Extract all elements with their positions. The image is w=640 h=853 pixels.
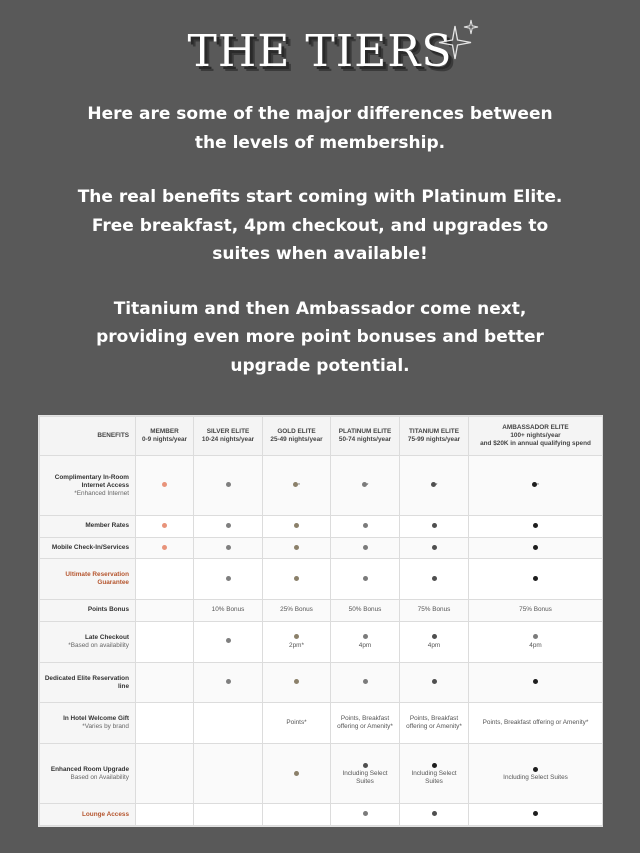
header-silver: SILVER ELITE 10-24 nights/year [194,417,263,456]
table-row [40,804,603,826]
dot-titanium [432,763,437,768]
dot-titanium [432,576,437,581]
table-row: Points Bonus 10% Bonus 25% Bonus 50% Bonus 75% Bonus 75% Bonus [40,600,603,622]
dot-gold [294,523,299,528]
benefit-late-checkout: Late Checkout *Based on availability [40,621,136,662]
dot-platinum [363,763,368,768]
dot-member [162,523,167,528]
dot-ambassador [533,634,538,639]
dot-platinum [363,523,368,528]
tiers-table-card [39,416,602,826]
header-gold: GOLD ELITE 25-49 nights/year [263,417,331,456]
sparkle-icon [437,18,481,62]
benefit-member-rates: Member Rates [40,516,136,538]
dot-titanium [432,545,437,550]
intro-paragraph-1: Here are some of the major differences between the levels of membership. [87,104,553,153]
dot-ambassador [533,545,538,550]
table-row [40,537,603,559]
dot-ambassador [533,767,538,772]
dot-platinum [363,811,368,816]
intro-paragraph-2: The real benefits start coming with Platinum Elite. Free breakfast, 4pm checkout, and upgrades to suites when available! [77,187,563,264]
dot-titanium [432,811,437,816]
intro-text [70,100,570,406]
table-row: Enhanced Room Upgrade Based on Availability Including Select Suites Including Select Suites Including Select Suites [40,744,603,804]
benefit-points-bonus: Points Bonus [40,600,136,622]
table-row [40,516,603,538]
dot-ambassador [533,679,538,684]
benefit-welcome-gift: In Hotel Welcome Gift *Varies by brand [40,703,136,744]
benefit-mobile-checkin: Mobile Check-In/Services [40,537,136,559]
dot-platinum [363,576,368,581]
table-header-row [40,417,603,456]
header-platinum: PLATINUM ELITE 50-74 nights/year [331,417,400,456]
header-benefits: BENEFITS [40,417,136,456]
dot-ambassador [533,576,538,581]
header-ambassador: AMBASSADOR ELITE 100+ nights/year and $20K in annual qualifying spend [469,417,603,456]
benefit-dedicated-line: Dedicated Elite Reservation line [40,662,136,703]
dot-titanium [432,679,437,684]
benefit-ultimate-reservation: Ultimate Reservation Guarantee [40,559,136,600]
intro-paragraph-3: Titanium and then Ambassador come next, providing even more point bonuses and better upgrade potential. [96,298,544,376]
dot-gold [294,576,299,581]
title-area [0,26,640,77]
dot-titanium [432,634,437,639]
header-member: MEMBER 0-9 nights/year [136,417,194,456]
dot-gold [294,771,299,776]
dot-platinum [363,545,368,550]
dot-platinum [363,679,368,684]
page-title: THE TIERS [187,26,453,77]
dot-gold [294,545,299,550]
dot-silver [226,576,231,581]
dot-silver [226,679,231,684]
tiers-table [39,416,603,826]
table-row: Complimentary In-Room Internet Access *Enhanced Internet * * * * [40,456,603,516]
dot-silver [226,545,231,550]
benefit-internet: Complimentary In-Room Internet Access *Enhanced Internet [40,456,136,516]
dot-member [162,545,167,550]
dot-member [162,482,167,487]
dot-silver [226,482,231,487]
dot-gold [294,634,299,639]
table-row: Late Checkout *Based on availability 2pm* 4pm 4pm 4pm [40,621,603,662]
table-row [40,662,603,703]
benefit-room-upgrade: Enhanced Room Upgrade Based on Availability [40,744,136,804]
dot-gold [294,679,299,684]
dot-ambassador [533,523,538,528]
dot-silver [226,638,231,643]
header-titanium: TITANIUM ELITE 75-99 nights/year [400,417,469,456]
dot-platinum [363,634,368,639]
table-row: In Hotel Welcome Gift *Varies by brand Points* Points, Breakfast offering or Amenity* Points, Breakfast offering or Amenity* Points, Breakfast offering or Amenity* [40,703,603,744]
dot-ambassador [533,811,538,816]
dot-titanium [432,523,437,528]
table-row [40,559,603,600]
dot-silver [226,523,231,528]
benefit-lounge-access: Lounge Access [40,804,136,826]
